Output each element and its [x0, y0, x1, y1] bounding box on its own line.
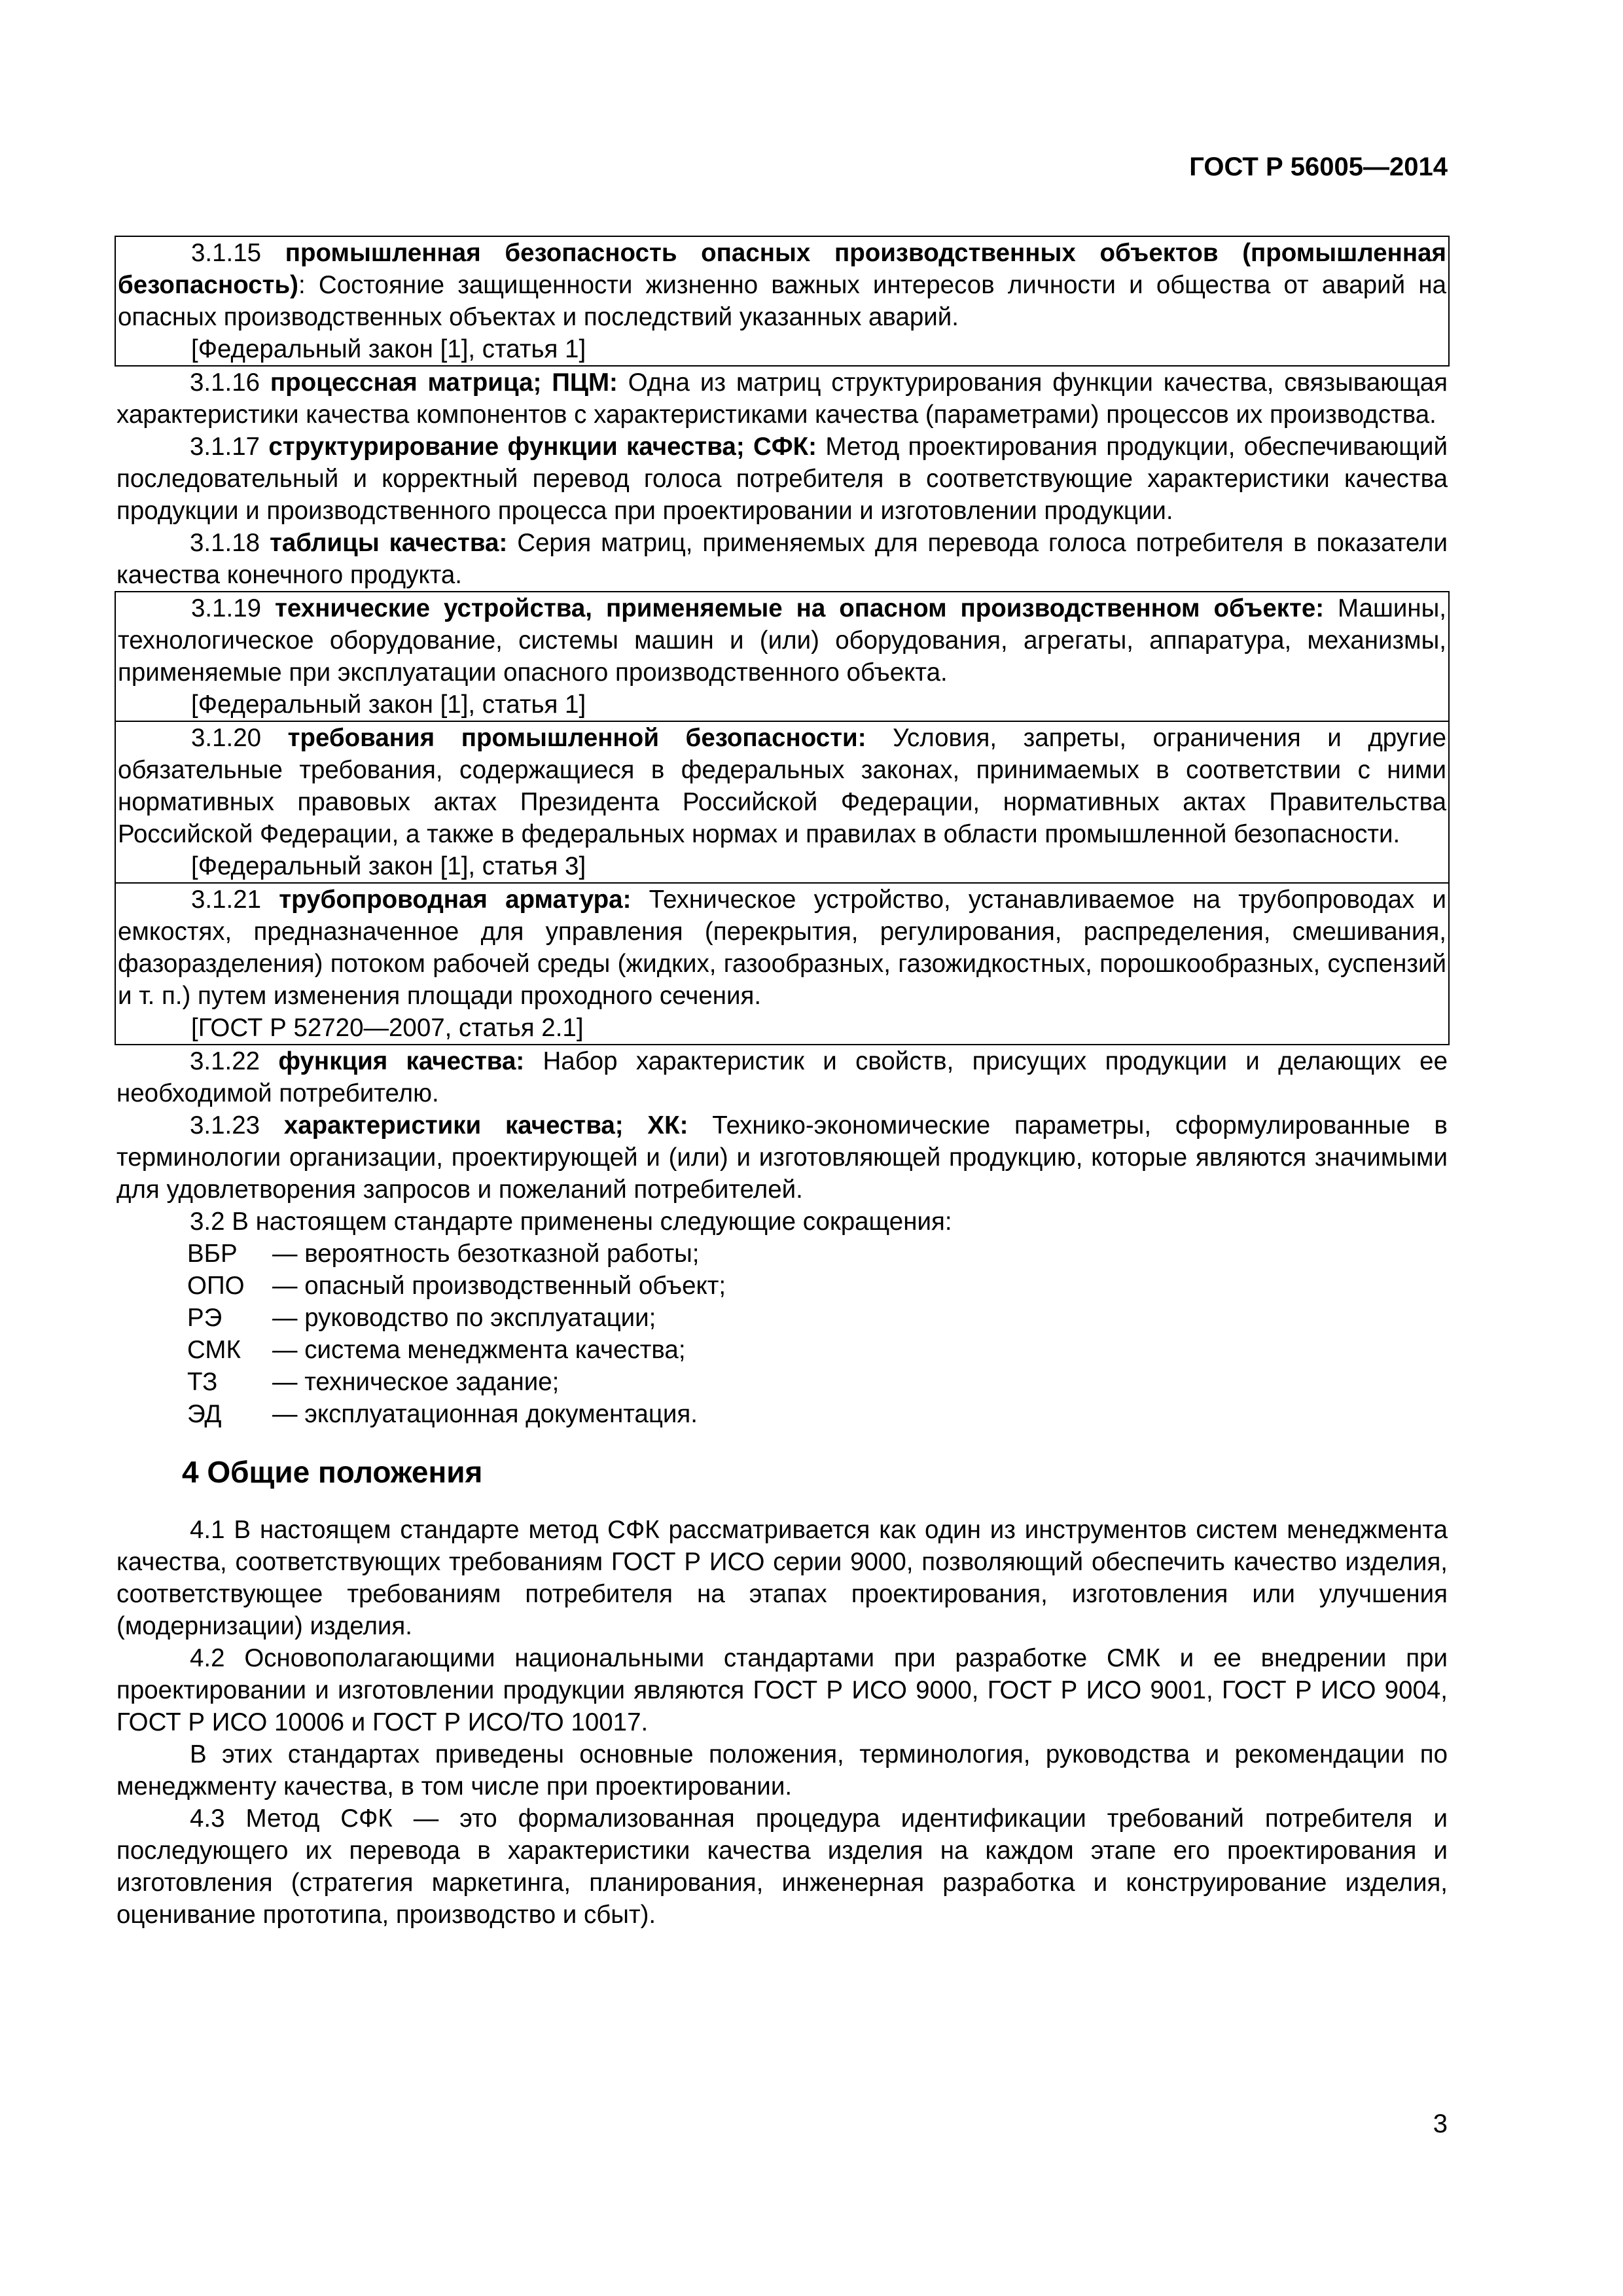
section-heading: 4 Общие положения — [182, 1455, 483, 1489]
term-number: 3.1.22 — [190, 1047, 279, 1075]
abbreviation-text: — вероятность безотказной работы; — [272, 1240, 700, 1268]
abbreviations-intro: 3.2 В настоящем стандарте применены следующие сокращения: — [190, 1208, 952, 1236]
term-name: характеристики качества; ХК: — [283, 1111, 688, 1139]
term-definition — [118, 722, 1446, 850]
term-source: [ГОСТ Р 52720—2007, статья 2.1] — [191, 1014, 584, 1042]
term-number: 3.1.17 — [190, 433, 269, 461]
term-box-3-1-20 — [115, 722, 1450, 884]
term-text: Набор характеристик и свойств, присущих продукции и делающих ее необходимой потребителю. — [116, 1047, 1448, 1107]
term-number: 3.1.20 — [191, 724, 288, 752]
abbreviation-text: — руководство по эксплуатации; — [272, 1304, 656, 1332]
term-source: [Федеральный закон [1], статья 3] — [191, 852, 586, 880]
paragraph: 4.3 Метод СФК — это формализованная процедура идентификации требований потребителя и последующего их перевода в характеристики качества изделия на каждом этапе его проектирования и изготовления (стратегия маркетинга, планирования, инженерная разработка и конструирование изделия, оценивание прототипа, производство и сбыт). — [116, 1804, 1448, 1929]
abbreviation-text: — эксплуатационная документация. — [272, 1400, 698, 1428]
abbreviation-code: ОПО — [187, 1272, 245, 1300]
abbreviation-item — [187, 1302, 1448, 1334]
term-name: структурирование функции качества; СФК: — [268, 433, 817, 461]
abbreviation-text: — техническое задание; — [272, 1368, 560, 1396]
term-definition — [116, 527, 1448, 591]
abbreviation-code: РЭ — [187, 1304, 223, 1332]
term-text: : Состояние защищенности жизненно важных интересов личности и общества от аварий на опасных производственных объектах и последствий указанных аварий. — [118, 271, 1446, 331]
term-source: [Федеральный закон [1], статья 1] — [191, 335, 586, 363]
term-number: 3.1.23 — [190, 1111, 284, 1139]
term-box-3-1-15 — [115, 236, 1450, 367]
term-name: промышленная безопасность опасных производственных объектов (промышленная безопасность) — [118, 239, 1446, 299]
paragraph: 4.2 Основополагающими национальными стандартами при разработке СМК и ее внедрении при проектировании и изготовлении продукции являются ГОСТ Р ИСО 9000, ГОСТ Р ИСО 9001, ГОСТ Р ИСО 9004, ГОСТ Р ИСО 10006 и ГОСТ Р ИСО/ТО 10017. — [116, 1644, 1448, 1736]
term-number: 3.1.15 — [191, 239, 285, 267]
term-text: Метод проектирования продукции, обеспечивающий последовательный и корректный перевод голоса потребителя в соответствующие характеристики качества продукции и производственного процесса при проектировании и изготовлении продукции. — [116, 433, 1448, 525]
term-text: Условия, запреты, ограничения и другие обязательные требования, содержащиеся в федеральных законах, принимаемых в соответствии с ними нормативных правовых актах Президента Российской Федерации, нормативных актах Правительства Российской Федерации, а также в федеральных нормах и правилах в области промышленной безопасности. — [118, 724, 1446, 848]
term-number: 3.1.21 — [191, 886, 279, 914]
term-definition — [116, 1109, 1448, 1206]
term-definition — [118, 884, 1446, 1012]
term-name: таблицы качества: — [269, 529, 508, 557]
term-definition — [116, 367, 1448, 431]
term-name: технические устройства, применяемые на опасном производственном объекте: — [274, 594, 1325, 622]
abbreviation-item — [187, 1334, 1448, 1366]
page-number: 3 — [1433, 2109, 1448, 2138]
paragraph: 4.1 В настоящем стандарте метод СФК рассматривается как один из инструментов систем менеджмента качества, соответствующих требованиям ГОСТ Р ИСО серии 9000, позволяющий обеспечить качество изделия, соответствующее требованиям потребителя на этапах проектирования, изготовления или улучшения (модернизации) изделия. — [116, 1516, 1448, 1640]
term-definition — [116, 431, 1448, 527]
term-number: 3.1.16 — [190, 368, 270, 397]
term-definition — [118, 592, 1446, 689]
term-name: функция качества: — [278, 1047, 525, 1075]
abbreviations-list — [187, 1238, 1448, 1430]
term-number: 3.1.19 — [191, 594, 275, 622]
abbreviation-code: СМК — [187, 1336, 241, 1364]
abbreviation-item — [187, 1270, 1448, 1302]
abbreviation-text: — опасный производственный объект; — [272, 1272, 726, 1300]
abbreviation-item — [187, 1366, 1448, 1398]
abbreviation-code: ТЗ — [187, 1368, 218, 1396]
term-text: Одна из матриц структурирования функции качества, связывающая характеристики качества компонентов с характеристиками качества (параметрами) процессов их производства. — [116, 368, 1448, 429]
term-definition — [118, 237, 1446, 333]
paragraph: В этих стандартах приведены основные положения, терминология, руководства и рекомендации по менеджменту качества, в том числе при проектировании. — [116, 1740, 1448, 1801]
abbreviation-text: — система менеджмента качества; — [272, 1336, 686, 1364]
document-body — [116, 236, 1448, 1931]
term-definition — [116, 1045, 1448, 1109]
abbreviation-code: ВБР — [187, 1240, 238, 1268]
term-text: Техническое устройство, устанавливаемое на трубопроводах и емкостях, предназначенное для управления (перекрытия, регулирования, распределения, смешивания, фазоразделения) потоком рабочей среды (жидких, газообразных, газожидкостных, порошкообразных, суспензий и т. п.) путем изменения площади проходного сечения. — [118, 886, 1446, 1010]
term-text: Технико-экономические параметры, сформулированные в терминологии организации, проектирующей и (или) и изготовляющей продукцию, которые являются значимыми для удовлетворения запросов и пожеланий потребителей. — [116, 1111, 1448, 1204]
term-text: Машины, технологическое оборудование, системы машин и (или) оборудования, агрегаты, аппаратура, механизмы, применяемые при эксплуатации опасного производственного объекта. — [118, 594, 1446, 687]
term-number: 3.1.18 — [190, 529, 270, 557]
abbreviation-code: ЭД — [187, 1400, 222, 1428]
term-box-3-1-21 — [115, 884, 1450, 1045]
term-text: Серия матриц, применяемых для перевода голоса потребителя в показатели качества конечного продукта. — [116, 529, 1448, 589]
term-name: трубопроводная арматура: — [279, 886, 632, 914]
abbreviation-item — [187, 1398, 1448, 1430]
term-name: требования промышленной безопасности: — [287, 724, 866, 752]
term-box-3-1-19 — [115, 591, 1450, 722]
abbreviation-item — [187, 1238, 1448, 1270]
document-code: ГОСТ Р 56005—2014 — [1189, 152, 1448, 181]
term-source: [Федеральный закон [1], статья 1] — [191, 691, 586, 719]
term-name: процессная матрица; ПЦМ: — [270, 368, 618, 397]
